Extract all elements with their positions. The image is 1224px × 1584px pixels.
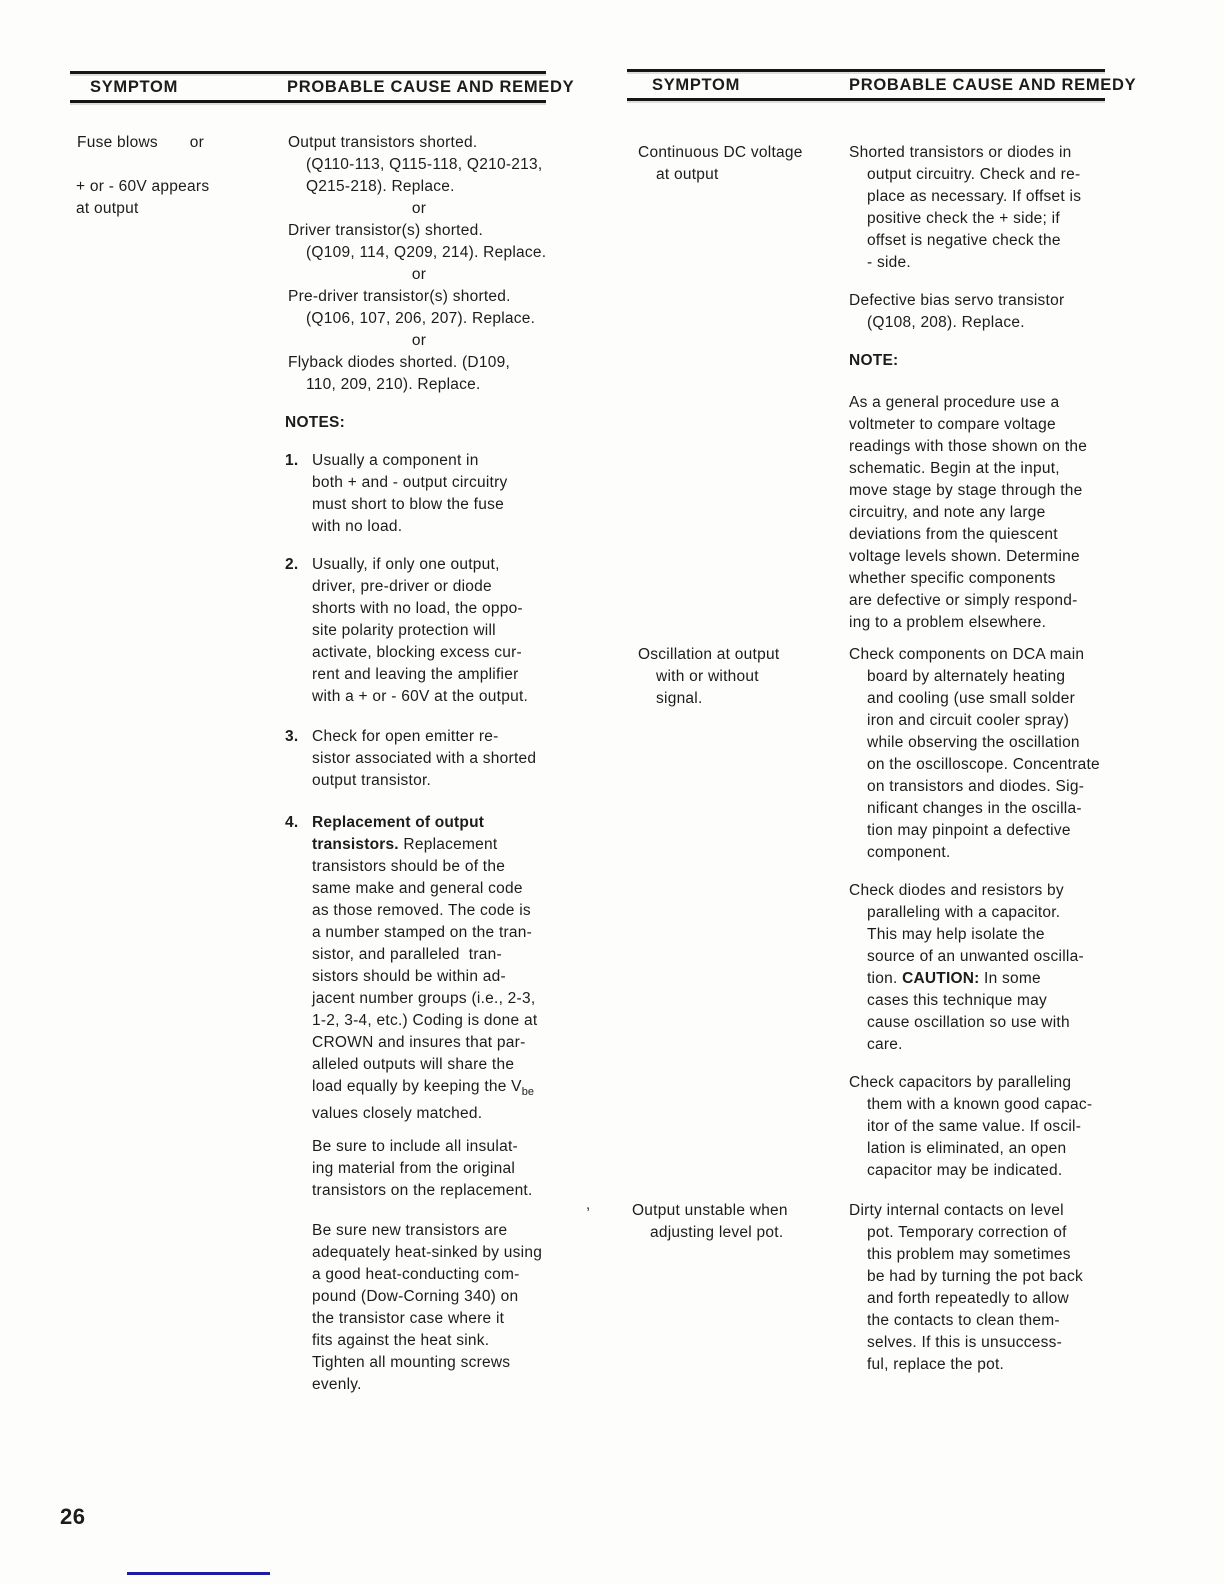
text-line: Check components on DCA main [849, 646, 1085, 663]
text-line: while observing the oscillation [867, 734, 1080, 751]
note-4-paragraph-heatsink [312, 1220, 557, 1396]
text-line: be had by turning the pot back [867, 1268, 1084, 1285]
note-3-number: 3. [285, 728, 299, 745]
text-line: cases this technique may [867, 992, 1048, 1009]
right-symptom-unstable-pot [632, 1200, 822, 1244]
note-4-paragraph-insulating [312, 1136, 557, 1202]
text-line: (Q108, 208). Replace. [867, 314, 1025, 331]
text-line: same make and general code [312, 880, 523, 897]
text-line: Be sure to include all insulat- [312, 1138, 518, 1155]
left-table-header-rule [70, 100, 546, 103]
text-line: cause oscillation so use with [867, 1014, 1070, 1031]
text-line: (Q109, 114, Q209, 214). Replace. [306, 244, 547, 261]
text-line: output transistor. [312, 772, 432, 789]
text-line: Dirty internal contacts on level [849, 1202, 1064, 1219]
left-symptom-header: SYMPTOM [90, 78, 179, 96]
text-line: Q215-218). Replace. [306, 178, 455, 195]
text-line: Output transistors shorted. [288, 134, 478, 151]
text-line: Usually a component in [312, 452, 479, 469]
notes-title: NOTES: [285, 414, 346, 431]
text-line: rent and leaving the amplifier [312, 666, 519, 683]
text-line: + or - 60V appears [76, 178, 210, 195]
text-line: This may help isolate the [867, 926, 1045, 943]
note-item-3 [285, 726, 557, 792]
text-line: sistor associated with a shorted [312, 750, 537, 767]
text-line: ing to a problem elsewhere. [849, 614, 1047, 631]
text-line: with no load. [312, 518, 403, 535]
text-line: nificant changes in the oscilla- [867, 800, 1082, 817]
right-table-top-rule [627, 69, 1105, 72]
text-line: at output [76, 200, 139, 217]
right-cause-shorted-output [849, 142, 1109, 274]
page-number: 26 [60, 1504, 86, 1529]
text-line: move stage by stage through the [849, 482, 1083, 499]
text-line: both + and - output circuitry [312, 474, 508, 491]
text-line: Check diodes and resistors by [849, 882, 1064, 899]
right-symptom-oscillation [638, 644, 828, 710]
text-line: voltmeter to compare voltage [849, 416, 1056, 433]
text-line: Usually, if only one output, [312, 556, 500, 573]
text-line: Fuse blows or [77, 134, 205, 151]
text-line: board by alternately heating [867, 668, 1066, 685]
text-line: transistors should be of the [312, 858, 506, 875]
text-line: lation is eliminated, an open [867, 1140, 1067, 1157]
text-line: shorts with no load, the oppo- [312, 600, 523, 617]
text-line: whether specific components [849, 570, 1056, 587]
text-line: the transistor case where it [312, 1310, 505, 1327]
left-cause-shorted-paragraph [288, 132, 550, 396]
text-line: a number stamped on the tran- [312, 924, 533, 941]
text-line: Defective bias servo transistor [849, 292, 1065, 309]
text-line: sistors should be within ad- [312, 968, 506, 985]
text-line: Replacement of output [312, 814, 485, 831]
left-cause-header: PROBABLE CAUSE AND REMEDY [287, 78, 575, 96]
right-cause-bias-servo [849, 290, 1109, 334]
text-line: load equally by keeping the $V_{be}$ [312, 1078, 535, 1098]
right-symptom-header: SYMPTOM [652, 76, 741, 94]
left-symptom-fuse-blows [77, 132, 277, 154]
text-line: schematic. Begin at the input, [849, 460, 1060, 477]
text-line: the contacts to clean them- [867, 1312, 1060, 1329]
text-line: readings with those shown on the [849, 438, 1088, 455]
text-line: activate, blocking excess cur- [312, 644, 522, 661]
text-line: 1-2, 3-4, etc.) Coding is done at [312, 1012, 538, 1029]
text-line: capacitor may be indicated. [867, 1162, 1063, 1179]
note-voltmeter-paragraph [849, 392, 1109, 634]
text-line: paralleling with a capacitor. [867, 904, 1061, 921]
text-line: with or without [656, 668, 759, 685]
text-line: Output unstable when [632, 1202, 788, 1219]
text-line: Driver transistor(s) shorted. [288, 222, 484, 239]
text-line: or [411, 200, 427, 217]
text-line: adequately heat-sinked by using [312, 1244, 543, 1261]
left-table-top-rule [70, 71, 546, 74]
text-line: on the oscilloscope. Concentrate [867, 756, 1100, 773]
text-line: driver, pre-driver or diode [312, 578, 492, 595]
text-line: positive check the + side; if [867, 210, 1060, 227]
text-line: Continuous DC voltage [638, 144, 803, 161]
text-line: jacent number groups (i.e., 2-3, [312, 990, 536, 1007]
text-line: must short to blow the fuse [312, 496, 504, 513]
text-line: at output [656, 166, 719, 183]
text-line: Check capacitors by paralleling [849, 1074, 1072, 1091]
text-line: selves. If this is unsuccess- [867, 1334, 1063, 1351]
text-line: or [411, 266, 427, 283]
text-line: pot. Temporary correction of [867, 1224, 1067, 1241]
text-line: fits against the heat sink. [312, 1332, 490, 1349]
right-cause-diodes-resistors [849, 880, 1109, 1056]
text-line: alleled outputs will share the [312, 1056, 515, 1073]
text-line: source of an unwanted oscilla- [867, 948, 1084, 965]
right-cause-dca-board [849, 644, 1111, 864]
note-title: NOTE: [849, 352, 899, 369]
text-line: deviations from the quiescent [849, 526, 1058, 543]
text-line: As a general procedure use a [849, 394, 1060, 411]
text-line: CROWN and insures that par- [312, 1034, 526, 1051]
text-line: transistors on the replacement. [312, 1182, 533, 1199]
text-line: 110, 209, 210). Replace. [306, 376, 481, 393]
text-line: values closely matched. [312, 1105, 483, 1122]
text-line: (Q110-113, Q115-118, Q210-213, [306, 156, 543, 173]
text-line: on transistors and diodes. Sig- [867, 778, 1085, 795]
text-line: this problem may sometimes [867, 1246, 1071, 1263]
text-line: Tighten all mounting screws [312, 1354, 511, 1371]
text-line: itor of the same value. If oscil- [867, 1118, 1082, 1135]
text-line: adjusting level pot. [650, 1224, 784, 1241]
text-line: Flyback diodes shorted. (D109, [288, 354, 511, 371]
note-item-1 [285, 450, 557, 538]
text-line: ing material from the original [312, 1160, 516, 1177]
text-line: them with a known good capac- [867, 1096, 1093, 1113]
text-line: Oscillation at output [638, 646, 780, 663]
text-line: output circuitry. Check and re- [867, 166, 1081, 183]
right-cause-capacitors [849, 1072, 1109, 1182]
text-line: signal. [656, 690, 703, 707]
text-line: transistors. Replacement [312, 836, 498, 853]
right-cause-dirty-contacts [849, 1200, 1109, 1376]
text-line: or [411, 332, 427, 349]
text-line: - side. [867, 254, 911, 271]
text-line: place as necessary. If offset is [867, 188, 1082, 205]
text-line: offset is negative check the [867, 232, 1061, 249]
note-2-number: 2. [285, 556, 299, 573]
text-line: Pre-driver transistor(s) shorted. [288, 288, 511, 305]
text-line: evenly. [312, 1376, 362, 1393]
text-line: as those removed. The code is [312, 902, 531, 919]
text-line: tion may pinpoint a defective [867, 822, 1071, 839]
text-line: pound (Dow-Corning 340) on [312, 1288, 519, 1305]
text-line: ful, replace the pot. [867, 1356, 1005, 1373]
text-line: Check for open emitter re- [312, 728, 499, 745]
text-line: site polarity protection will [312, 622, 496, 639]
text-line: with a + or - 60V at the output. [312, 688, 529, 705]
text-line: sistor, and paralleled tran- [312, 946, 502, 963]
note-1-number: 1. [285, 452, 299, 469]
footer-blue-underline [127, 1572, 270, 1575]
text-line: Be sure new transistors are [312, 1222, 508, 1239]
text-line: iron and circuit cooler spray) [867, 712, 1070, 729]
text-line: component. [867, 844, 951, 861]
scan-speck: , [586, 1196, 591, 1213]
text-line: voltage levels shown. Determine [849, 548, 1080, 565]
text-line: and forth repeatedly to allow [867, 1290, 1069, 1307]
text-line: tion. CAUTION: In some [867, 970, 1041, 987]
note-item-4 [285, 812, 557, 1125]
right-symptom-dc-voltage [638, 142, 828, 186]
text-line: a good heat-conducting com- [312, 1266, 520, 1283]
note-item-2 [285, 554, 557, 708]
text-line: Shorted transistors or diodes in [849, 144, 1072, 161]
note-4-number: 4. [285, 814, 299, 831]
left-symptom-60v-output [76, 176, 286, 220]
right-table-header-rule [627, 98, 1105, 101]
right-cause-header: PROBABLE CAUSE AND REMEDY [849, 76, 1137, 94]
text-line: and cooling (use small solder [867, 690, 1075, 707]
text-line: circuitry, and note any large [849, 504, 1046, 521]
text-line: are defective or simply respond- [849, 592, 1078, 609]
text-line: (Q106, 107, 206, 207). Replace. [306, 310, 536, 327]
text-line: care. [867, 1036, 903, 1053]
